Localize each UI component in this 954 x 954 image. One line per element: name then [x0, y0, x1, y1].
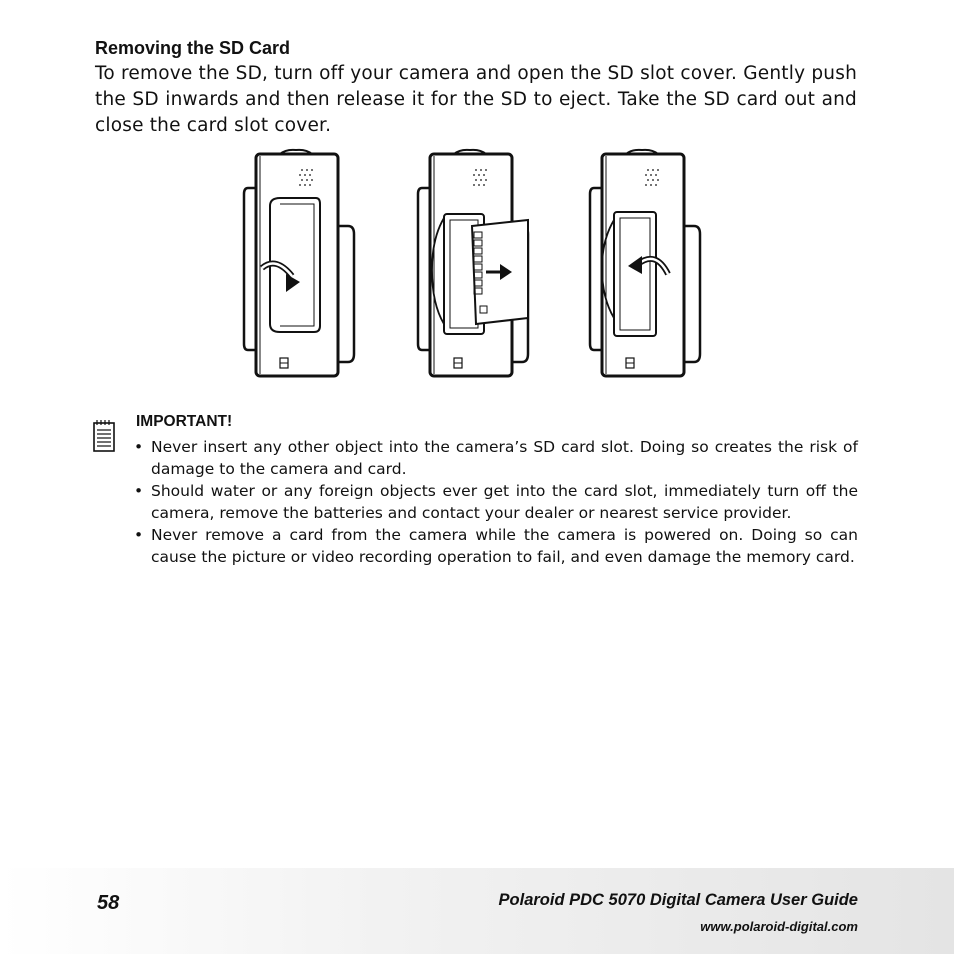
camera-step-1: [244, 150, 354, 376]
page-number: 58: [97, 892, 120, 914]
list-item-text: Never insert any other object into the camera’s SD card slot. Doing so creates the risk of damage to the camera and card.: [151, 438, 858, 478]
important-list: [134, 436, 858, 568]
list-item: • Never insert any other object into the camera’s SD card slot. Doing so creates the risk of damage to the camera and card.: [134, 438, 858, 478]
camera-step-2: [418, 150, 528, 376]
notepad-icon: [92, 418, 118, 454]
camera-step-3: [590, 150, 700, 376]
website-url: www.polaroid-digital.com: [700, 919, 858, 934]
important-heading: IMPORTANT!: [136, 413, 233, 430]
guide-title: Polaroid PDC 5070 Digital Camera User Guide: [498, 891, 858, 909]
intro-paragraph: To remove the SD, turn off your camera and open the SD slot cover. Gently push the SD inwards and then release it for the SD to eject. Take the SD card out and close the card slot cover.: [95, 63, 857, 136]
list-item: • Never remove a card from the camera while the camera is powered on. Doing so can cause the picture or video recording operation to fail, and even damage the memory card.: [134, 526, 858, 566]
sd-card-removal-illustration: [236, 148, 716, 380]
section-heading: Removing the SD Card: [95, 38, 291, 58]
list-item-text: Should water or any foreign objects ever get into the card slot, immediately turn off the camera, remove the batteries and contact your dealer or nearest service provider.: [151, 482, 858, 522]
page-footer: [0, 868, 954, 954]
list-item: • Should water or any foreign objects ever get into the card slot, immediately turn off the camera, remove the batteries and contact your dealer or nearest service provider.: [134, 482, 858, 522]
list-item-text: Never remove a card from the camera while the camera is powered on. Doing so can cause the picture or video recording operation to fail, and even damage the memory card.: [151, 526, 858, 566]
